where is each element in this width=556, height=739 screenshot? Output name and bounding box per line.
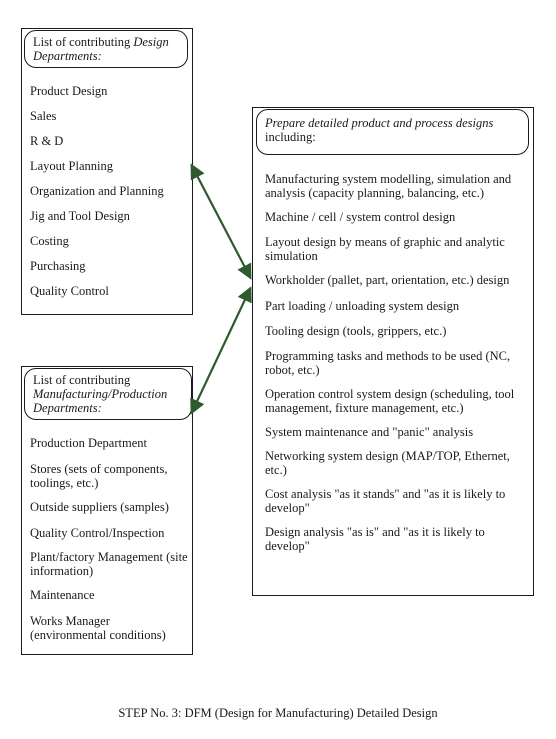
list-item: Production Department (30, 436, 147, 450)
list-item: Purchasing (30, 259, 86, 273)
list-item: Quality Control/Inspection (30, 526, 165, 540)
list-item: Maintenance (30, 588, 95, 602)
list-item: Costing (30, 234, 69, 248)
list-item: Design analysis "as is" and "as it is likely to develop" (265, 525, 485, 553)
list-item: Operation control system design (scheduling, tool management, fixture management, etc.) (265, 387, 515, 415)
production-departments-header-plain: List of contributing (33, 373, 131, 387)
design-departments-header-italic: Design Departments: (33, 35, 169, 63)
list-item: Networking system design (MAP/TOP, Ethernet, etc.) (265, 449, 510, 477)
list-item: System maintenance and "panic" analysis (265, 425, 474, 439)
list-item: Plant/factory Management (site information) (30, 550, 188, 578)
list-item: Quality Control (30, 284, 109, 298)
list-item: Stores (sets of components, toolings, etc.) (30, 462, 168, 490)
list-item: Works Manager (environmental conditions) (30, 614, 166, 642)
list-item: Layout Planning (30, 159, 113, 173)
list-item: Workholder (pallet, part, orientation, etc.) design (265, 273, 510, 287)
arrow-production-to-detailed (192, 289, 250, 412)
arrow-design-to-detailed (192, 166, 250, 277)
list-item: Jig and Tool Design (30, 209, 130, 223)
detailed-designs-header-italic: Prepare detailed product and process designs (265, 116, 494, 130)
list-item: Sales (30, 109, 57, 123)
list-item: Manufacturing system modelling, simulation and analysis (capacity planning, balancing, etc.) (265, 172, 512, 200)
list-item: Layout design by means of graphic and analytic simulation (265, 235, 505, 263)
list-item: Programming tasks and methods to be used (NC, robot, etc.) (265, 349, 511, 377)
list-item: Organization and Planning (30, 184, 164, 198)
list-item: Cost analysis "as it stands" and "as it is likely to develop" (265, 487, 506, 515)
list-item: Machine / cell / system control design (265, 210, 456, 224)
list-item: R & D (30, 134, 64, 148)
list-item: Tooling design (tools, grippers, etc.) (265, 324, 447, 338)
list-item: Outside suppliers (samples) (30, 500, 169, 514)
design-departments-header-plain: List of contributing (33, 35, 134, 49)
list-item: Part loading / unloading system design (265, 299, 460, 313)
production-departments-header-italic: Manufacturing/Production Departments: (33, 387, 168, 415)
detailed-designs-header-plain: including: (265, 130, 316, 144)
figure-caption: STEP No. 3: DFM (Design for Manufacturing) Detailed Design (118, 706, 438, 720)
list-item: Product Design (30, 84, 108, 98)
